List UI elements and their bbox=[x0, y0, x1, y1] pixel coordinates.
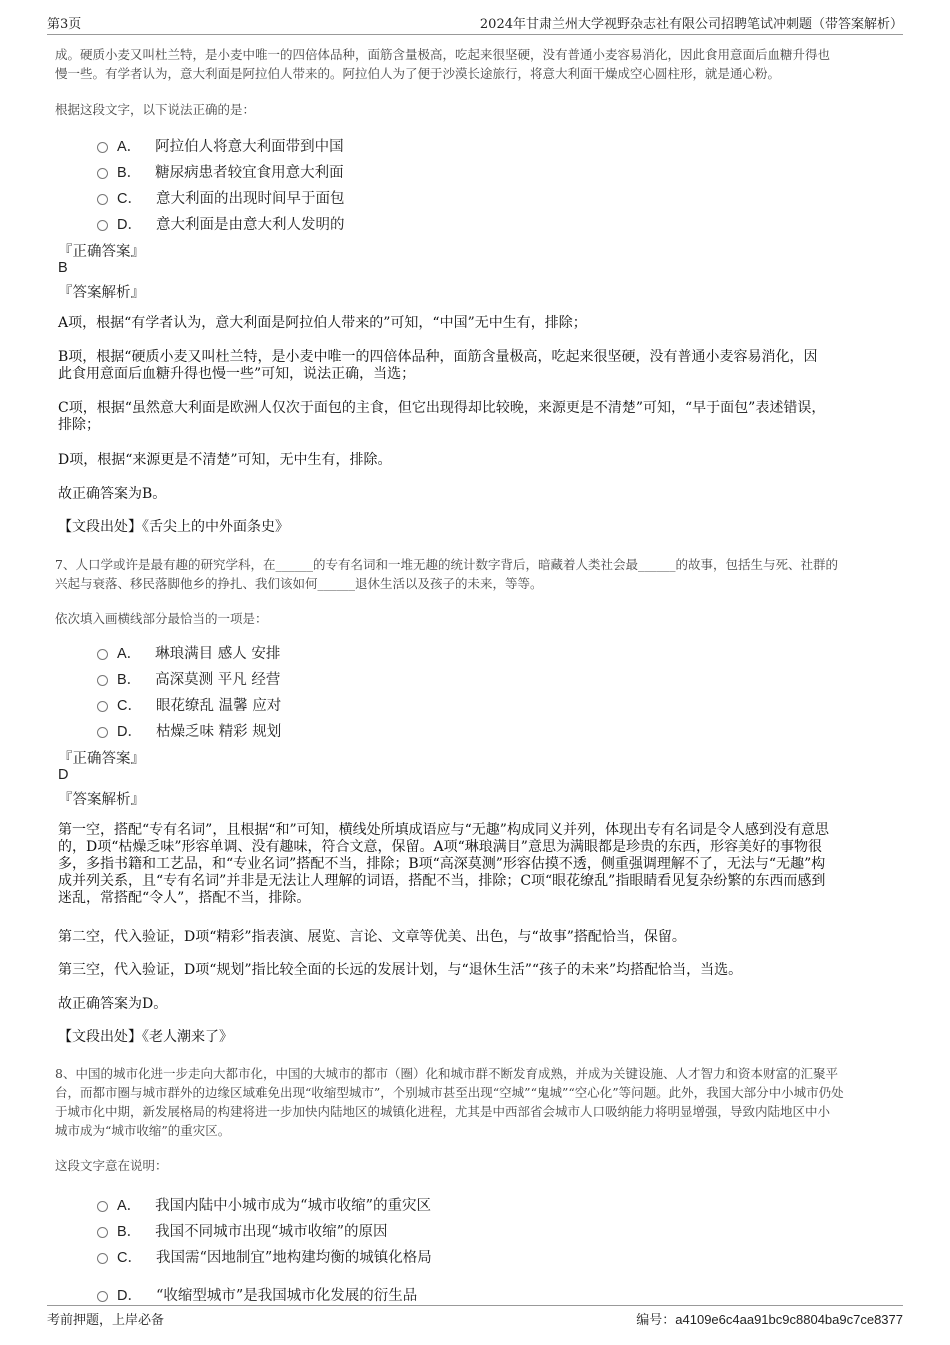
page-header bbox=[47, 10, 903, 35]
option-text: 糖尿病患者较宜食用意大利面 bbox=[155, 165, 344, 181]
q8-prompt: 这段文字意在说明： bbox=[55, 1158, 168, 1173]
option-letter: A． bbox=[117, 646, 142, 662]
option-letter: A． bbox=[117, 1198, 142, 1214]
radio-icon[interactable] bbox=[97, 701, 108, 712]
q6-analysis-d bbox=[58, 452, 888, 469]
q8-passage bbox=[55, 1064, 897, 1140]
q6-option-c[interactable] bbox=[97, 187, 344, 208]
option-letter: A． bbox=[117, 139, 142, 155]
analysis-line: 迷乱，常搭配“令人”，搭配不当，排除。 bbox=[58, 890, 311, 906]
page-footer bbox=[47, 1305, 903, 1331]
q8-option-c[interactable] bbox=[97, 1246, 432, 1267]
q6-analysis-a bbox=[58, 315, 888, 332]
q7-analysis-blank2 bbox=[58, 929, 888, 946]
analysis-line: 故正确答案为D。 bbox=[58, 996, 168, 1012]
radio-icon[interactable] bbox=[97, 1227, 108, 1238]
q7-answer: D bbox=[58, 767, 69, 783]
radio-icon[interactable] bbox=[97, 1201, 108, 1212]
option-text: 高深莫测 平凡 经营 bbox=[155, 672, 281, 688]
option-text: 阿拉伯人将意大利面带到中国 bbox=[155, 139, 344, 155]
analysis-line: 多，多指书籍和工艺品，和“专业名词”搭配不当，排除；B项“高深莫测”形容估摸不透，侧重强调理解不了，无法与“无趣”构 bbox=[58, 856, 826, 872]
option-text: 我国不同城市出现“城市收缩”的原因 bbox=[155, 1224, 388, 1240]
option-letter: D． bbox=[117, 1288, 142, 1304]
passage-line: 成。硬质小麦又叫杜兰特，是小麦中唯一的四倍体品种，面筋含量极高，吃起来很坚硬，没有普通小麦容易消化，因此食用意面后血糖升得也 bbox=[55, 47, 831, 62]
analysis-line: 第三空，代入验证，D项“规划”指比较全面的长远的发展计划，与“退休生活”“孩子的未来”均搭配恰当，当选。 bbox=[58, 962, 743, 978]
radio-icon[interactable] bbox=[97, 1291, 108, 1302]
option-letter: B． bbox=[117, 1224, 142, 1240]
q6-passage bbox=[55, 45, 897, 83]
analysis-line: 的，D项“枯燥乏味”形容单调、没有趣味，符合文意，保留。A项“琳琅满目”意思为满眼都是珍贵的东西，形容美好的事物很 bbox=[58, 839, 822, 855]
q7-analysis-label: 『答案解析』 bbox=[58, 792, 145, 808]
radio-icon[interactable] bbox=[97, 649, 108, 660]
q6-analysis-c bbox=[58, 400, 888, 434]
analysis-line: 【文段出处】《舌尖上的中外面条史》 bbox=[58, 519, 289, 535]
radio-icon[interactable] bbox=[97, 675, 108, 686]
analysis-line: D项，根据“来源更是不清楚”可知，无中生有，排除。 bbox=[58, 452, 392, 468]
q7-passage bbox=[55, 555, 897, 593]
q7-prompt: 依次填入画横线部分最恰当的一项是： bbox=[55, 611, 268, 626]
q7-conclusion bbox=[58, 996, 888, 1013]
option-letter: C． bbox=[117, 1250, 142, 1266]
q7-analysis-blank1 bbox=[58, 822, 888, 907]
radio-icon[interactable] bbox=[97, 194, 108, 205]
option-text: 眼花缭乱 温馨 应对 bbox=[155, 698, 282, 714]
q6-source bbox=[58, 519, 888, 536]
radio-icon[interactable] bbox=[97, 727, 108, 738]
option-letter: C． bbox=[117, 191, 142, 207]
analysis-line: 第二空，代入验证，D项“精彩”指表演、展览、言论、文章等优美、出色，与“故事”搭配恰当，保留。 bbox=[58, 929, 686, 945]
q7-option-c[interactable] bbox=[97, 694, 281, 715]
passage-line: 慢一些。有学者认为，意大利面是阿拉伯人带来的。阿拉伯人为了便于沙漠长途旅行，将意大利面干燥成空心圆柱形，就是通心粉。 bbox=[55, 66, 781, 81]
option-text: 意大利面是由意大利人发明的 bbox=[155, 217, 345, 233]
q8-option-a[interactable] bbox=[97, 1194, 431, 1215]
option-letter: D． bbox=[117, 724, 142, 740]
passage-line: 城市成为“城市收缩”的重灾区。 bbox=[55, 1123, 231, 1138]
analysis-line: 【文段出处】《老人潮来了》 bbox=[58, 1029, 233, 1045]
analysis-line: A项，根据“有学者认为，意大利面是阿拉伯人带来的”可知，“中国”无中生有，排除； bbox=[58, 315, 587, 331]
q6-option-d[interactable] bbox=[97, 213, 344, 234]
option-letter: B． bbox=[117, 672, 142, 688]
q7-analysis-blank3 bbox=[58, 962, 888, 979]
q7-answer-label: 『正确答案』 bbox=[58, 751, 145, 767]
passage-line: 7、人口学或许是最有趣的研究学科，在______的专有名词和一堆无趣的统计数字背后，暗藏着人类社会最______的故事，包括生与死、社群的 bbox=[55, 557, 838, 572]
analysis-line: 第一空，搭配“专有名词”，且根据“和”可知，横线处所填成语应与“无趣”构成同义并列，体现出专有名词是令人感到没有意思 bbox=[58, 822, 829, 838]
q8-option-b[interactable] bbox=[97, 1220, 388, 1241]
analysis-line: 排除； bbox=[58, 417, 100, 433]
q6-prompt: 根据这段文字，以下说法正确的是： bbox=[55, 102, 256, 117]
document-title: 2024年甘肃兰州大学视野杂志社有限公司招聘笔试冲刺题（带答案解析） bbox=[479, 17, 903, 32]
q8-option-d[interactable] bbox=[97, 1284, 417, 1305]
q7-source bbox=[58, 1029, 888, 1046]
option-letter: C． bbox=[117, 698, 142, 714]
q6-option-a[interactable] bbox=[97, 135, 344, 156]
passage-line: 于城市化中期，新发展格局的构建将进一步加快内陆地区的城镇化进程，尤其是中西部省会城市人口吸纳能力将明显增强，导致内陆地区中小 bbox=[55, 1104, 831, 1119]
radio-icon[interactable] bbox=[97, 142, 108, 153]
option-letter: B． bbox=[117, 165, 142, 181]
analysis-line: 成并列关系，且“专有名词”并非是无法让人理解的词语，搭配不当，排除；C项“眼花缭乱”指眼睛看见复杂纷繁的东西而感到 bbox=[58, 873, 826, 889]
q7-option-d[interactable] bbox=[97, 720, 281, 741]
q6-answer-label: 『正确答案』 bbox=[58, 244, 145, 260]
radio-icon[interactable] bbox=[97, 220, 108, 231]
q7-option-b[interactable] bbox=[97, 668, 280, 689]
q7-option-a[interactable] bbox=[97, 642, 280, 663]
passage-line: 8、中国的城市化进一步走向大都市化，中国的大城市的都市（圈）化和城市群不断发育成熟，并成为关键设施、人才智力和资本财富的汇聚平 bbox=[55, 1066, 838, 1081]
code-value: a4109e6c4aa91bc9c8804ba9c7ce8377 bbox=[675, 1312, 903, 1327]
analysis-line: 此食用意面后血糖升得也慢一些”可知，说法正确，当选； bbox=[58, 366, 416, 382]
analysis-line: B项，根据“硬质小麦又叫杜兰特，是小麦中唯一的四倍体品种，面筋含量极高，吃起来很坚硬，没有普通小麦容易消化，因 bbox=[58, 349, 818, 365]
passage-line: 兴起与衰落、移民落脚他乡的挣扎、我们该如何______退休生活以及孩子的未来，等等。 bbox=[55, 576, 543, 591]
passage-line: 台，而都市圈与城市群外的边缘区域难免出现“收缩型城市”，个别城市甚至出现“空城”“鬼城”“空心化”等问题。此外，我国大部分中小城市仍处 bbox=[55, 1085, 844, 1100]
footer-slogan: 考前押题，上岸必备 bbox=[47, 1313, 165, 1328]
option-text: “收缩型城市”是我国城市化发展的衍生品 bbox=[155, 1288, 418, 1304]
analysis-line: C项，根据“虽然意大利面是欧洲人仅次于面包的主食，但它出现得却比较晚，来源更是不清楚”可知，“早于面包”表述错误， bbox=[58, 400, 826, 416]
q6-answer: B bbox=[58, 260, 68, 276]
option-text: 我国内陆中小城市成为“城市收缩”的重灾区 bbox=[155, 1198, 431, 1214]
q6-analysis-label: 『答案解析』 bbox=[58, 285, 145, 301]
q6-option-b[interactable] bbox=[97, 161, 344, 182]
option-text: 我国需“因地制宜”地构建均衡的城镇化格局 bbox=[155, 1250, 432, 1266]
option-text: 枯燥乏味 精彩 规划 bbox=[155, 724, 282, 740]
q6-analysis-b bbox=[58, 349, 888, 383]
document-code bbox=[636, 1309, 903, 1328]
radio-icon[interactable] bbox=[97, 168, 108, 179]
radio-icon[interactable] bbox=[97, 1253, 108, 1264]
option-text: 意大利面的出现时间早于面包 bbox=[155, 191, 345, 207]
option-letter: D． bbox=[117, 217, 142, 233]
option-text: 琳琅满目 感人 安排 bbox=[155, 646, 281, 662]
page-number: 第3页 bbox=[47, 17, 82, 32]
code-label: 编号： bbox=[636, 1313, 676, 1328]
q6-conclusion bbox=[58, 486, 888, 503]
analysis-line: 故正确答案为B。 bbox=[58, 486, 167, 502]
